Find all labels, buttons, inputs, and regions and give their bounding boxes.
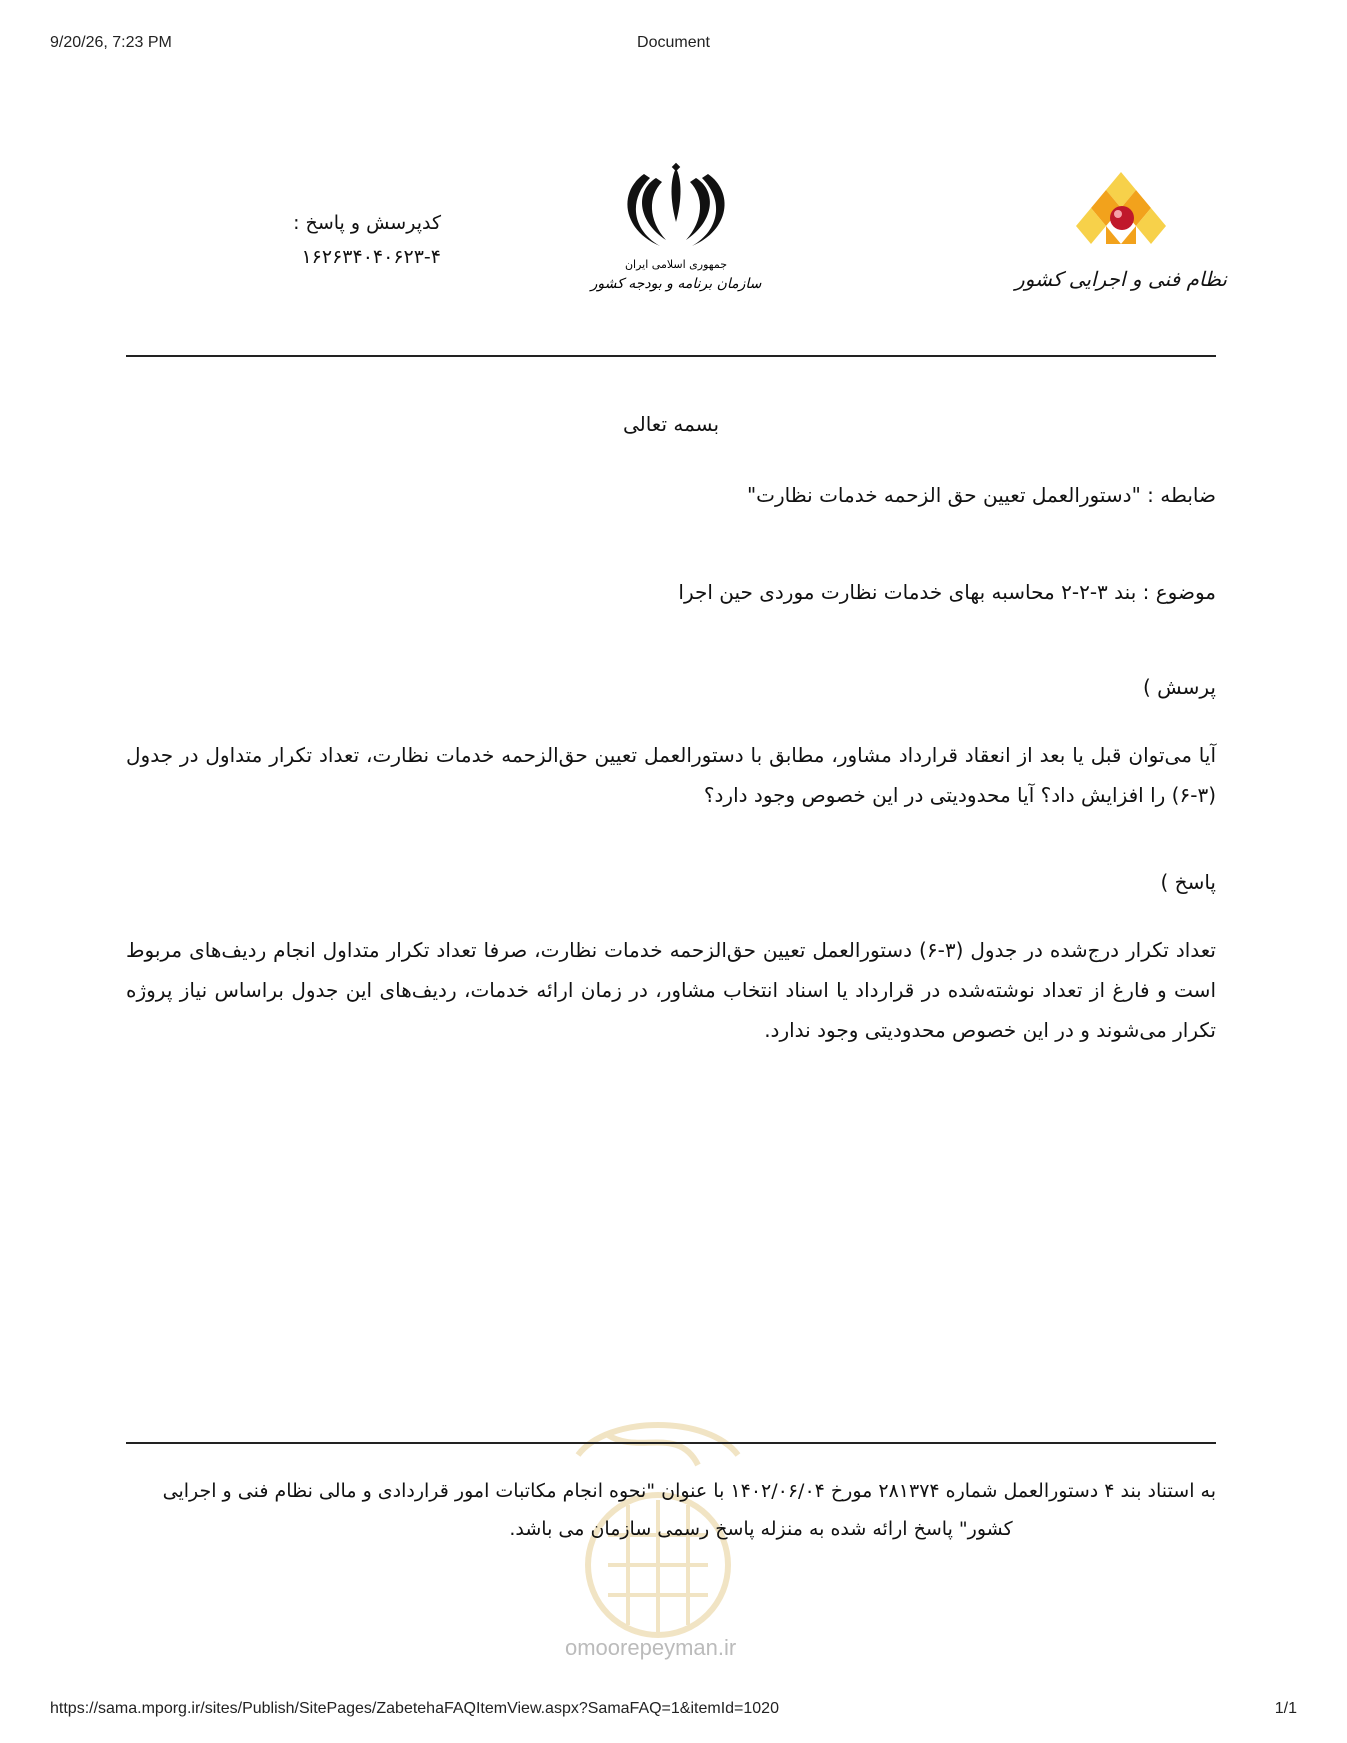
faq-code-label: کدپرسش و پاسخ : [293,212,441,234]
nezam-fani-logo [1015,168,1227,303]
print-footer [0,1700,1347,1722]
answer-text: تعداد تکرار درج‌شده در جدول (۳-۶) دستورالعمل تعیین حق‌الزحمه خدمات نظارت، صرفا تعداد تکرار متداول انجام ردیف‌های مربوط است و فارغ از تعداد نوشته‌شده در قرارداد یا اسناد انتخاب مشاور، در زمان ارائه خدمات، ردیف‌های این جدول براساس نیاز پروژه تکرار می‌شوند و در این خصوص محدودیتی وجود ندارد. [126,938,1217,1042]
page-number: 1/1 [1274,1700,1297,1717]
question-text: آیا می‌توان قبل یا بعد از انعقاد قرارداد مشاور، مطابق با دستورالعمل تعیین حق‌الزحمه خدمات نظارت، تعداد تکرار متداول در جدول (۳-۶) را افزایش داد؟ آیا محدودیتی در این خصوص وجود دارد؟ [126,743,1216,807]
nezam-fani-icon [1015,168,1227,303]
faq-code-value: ۱۶۲۶۳۴۰۴۰۶۲۳-۴ [301,246,441,268]
emblem-line2: سازمان برنامه و بودجه کشور [590,276,762,292]
print-datetime: 9/20/26, 7:23 PM [50,34,172,51]
logo-text: نظام فنی و اجرایی کشور [1015,267,1227,291]
salutation: بسمه تعالی [622,412,720,436]
emblem-line1: جمهوری اسلامی ایران [624,258,728,271]
header-divider [126,355,1216,357]
iran-emblem-icon [590,160,762,305]
regulation-line: ضابطه : "دستورالعمل تعیین حق الزحمه خدمات نظارت" [746,483,1216,507]
footer-note-line2: کشور" پاسخ ارائه شده به منزله پاسخ رسمی سازمان می باشد. [509,1518,1013,1540]
logo-cubes [1076,172,1166,244]
footer-note [126,1472,1216,1548]
answer-heading: پاسخ ) [1160,870,1216,894]
iran-emblem-logo [590,160,762,305]
subject-line: موضوع : بند ۳-۲-۲ محاسبه بهای خدمات نظارت موردی حین اجرا [678,580,1216,604]
page-url-link[interactable]: https://sama.mporg.ir/sites/Publish/SitePages/ZabetehaFAQItemView.aspx?SamaFAQ=1&itemId=1020 [50,1700,779,1717]
question-heading: پرسش ) [1142,675,1216,699]
print-title: Document [637,34,710,51]
footer-divider [126,1442,1216,1444]
watermark-text: omoorepeyman.ir [565,1635,737,1660]
letterhead [126,150,1227,320]
print-header [0,34,1347,56]
faq-code-block [266,206,441,274]
footer-note-line1: به استناد بند ۴ دستورالعمل شماره ۲۸۱۳۷۴ مورخ ۱۴۰۲/۰۶/۰۴ با عنوان "نحوه انجام مکاتبات امور قراردادی و مالی نظام فنی و اجرایی [162,1480,1216,1502]
